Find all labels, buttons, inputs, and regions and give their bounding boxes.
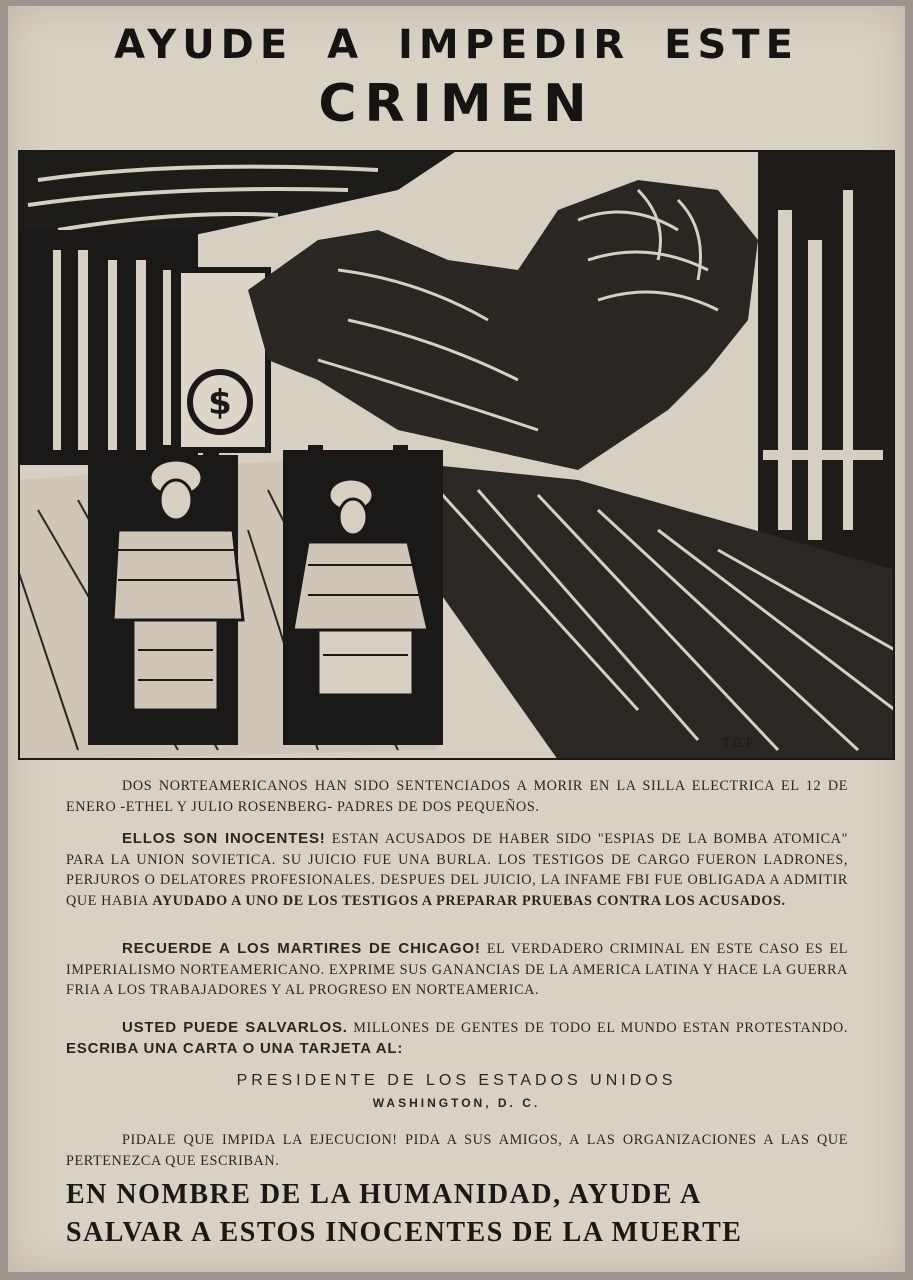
- svg-text:$: $: [208, 383, 232, 423]
- artwork-signature: T.G.P.: [723, 736, 756, 750]
- footer-line-1: EN NOMBRE DE LA HUMANIDAD, AYUDE A: [66, 1179, 702, 1210]
- paragraph-4-lead: USTED PUEDE SALVARLOS.: [122, 1019, 348, 1036]
- footer-line-2: SALVAR A ESTOS INOCENTES DE LA MUERTE: [66, 1217, 743, 1248]
- paragraph-5: [66, 1130, 848, 1171]
- headline-top: AYUDE A IMPEDIR ESTE: [114, 22, 799, 68]
- paragraph-3: [66, 939, 848, 1001]
- address-line-1: PRESIDENTE DE LOS ESTADOS UNIDOS: [236, 1072, 677, 1089]
- paragraph-4-body: MILLONES DE GENTES DE TODO EL MUNDO ESTAN PROTESTANDO.: [347, 1020, 848, 1036]
- paragraph-3-lead: RECUERDE A LOS MARTIRES DE CHICAGO!: [122, 940, 481, 957]
- headline-crimen: CRIMEN: [318, 74, 595, 134]
- paragraph-2: [66, 829, 848, 911]
- address-line-2: WASHINGTON, D. C.: [372, 1096, 541, 1110]
- paragraph-1-text: DOS NORTEAMERICANOS HAN SIDO SENTENCIADOS A MORIR EN LA SILLA ELECTRICA EL 12 DE ENERO -ETHEL Y JULIO ROSENBERG- PADRES DE DOS PEQUEÑOS.: [66, 778, 848, 815]
- paragraph-2-lead: ELLOS SON INOCENTES!: [122, 830, 326, 847]
- paragraph-1: [66, 776, 848, 817]
- paragraph-5-text: PIDALE QUE IMPIDA LA EJECUCION! PIDA A SUS AMIGOS, A LAS ORGANIZACIONES A LAS QUE PERTENEZCA QUE ESCRIBAN.: [66, 1132, 848, 1169]
- paragraph-2-tail: AYUDADO A UNO DE LOS TESTIGOS A PREPARAR PRUEBAS CONTRA LOS ACUSADOS.: [152, 892, 786, 909]
- paragraph-4-tail: ESCRIBA UNA CARTA O UNA TARJETA AL:: [66, 1039, 404, 1057]
- woodcut-illustration: [18, 150, 895, 760]
- paragraph-3-body: EL VERDADERO CRIMINAL EN ESTE CASO ES EL IMPERIALISMO NORTEAMERICANO. EXPRIME SUS GANANCIAS DE LA AMERICA LATINA Y HACE LA GUERRA FRIA A LOS TRABAJADORES Y AL PROGRESO EN NORTEAMERICA.: [66, 941, 848, 998]
- paragraph-4: [66, 1018, 848, 1059]
- paragraph-2-body: ESTAN ACUSADOS DE HABER SIDO "ESPIAS DE LA BOMBA ATOMICA" PARA LA UNION SOVIETICA. SU JUICIO FUE UNA BURLA. LOS TESTIGOS DE CARGO FUERON LADRONES, PERJUROS O DELATORES PROFESIONALES. DESPUES DEL JUICIO, LA INFAME FBI FUE OBLIGADA A ADMITIR QUE HABIA: [66, 831, 848, 909]
